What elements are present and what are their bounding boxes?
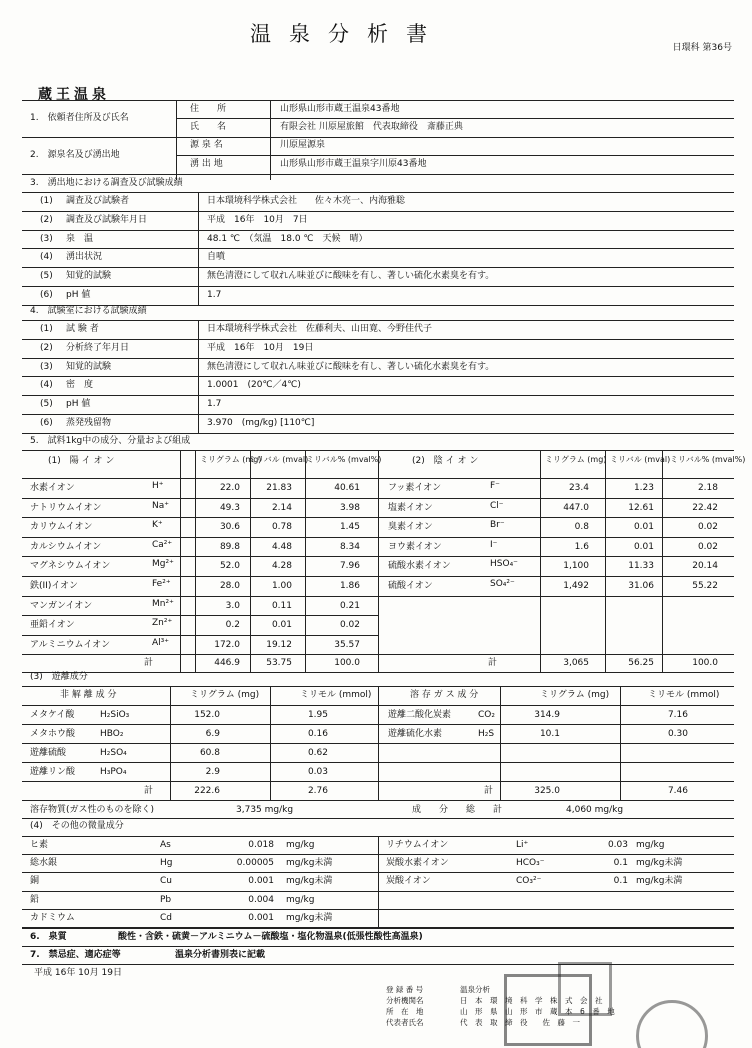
cation-name: 鉄(II)イオン	[30, 581, 79, 591]
anion-name: 臭素イオン	[388, 522, 433, 533]
trace-value: 0.03	[607, 840, 628, 850]
vrule	[195, 450, 196, 672]
anion-pct: 0.02	[697, 522, 718, 533]
s2-loc-key: 湧 出 地	[190, 159, 223, 169]
nondissociated-total-mg: 222.6	[194, 786, 220, 796]
cation-name: 亜鉛イオン	[30, 620, 75, 631]
nondissociated-symbol: H₂SO₄	[100, 748, 127, 758]
rule	[176, 155, 734, 156]
trace-symbol: Pb	[160, 894, 172, 905]
trace-name: 銅	[30, 876, 40, 887]
cation-mval: 0.78	[271, 522, 292, 533]
rule	[22, 537, 378, 538]
s3-label: 3. 湧出地における調査及び試験成績	[30, 178, 183, 188]
s4-row-key: 分析終了年月日	[66, 342, 130, 353]
anion-symbol: F⁻	[490, 481, 500, 491]
s3-row-value: 48.1 ℃ （気温 18.0 ℃ 天候 晴）	[207, 233, 368, 244]
s3-row-key: 調査及び試験者	[66, 196, 130, 206]
anion-pct: 20.14	[692, 561, 718, 572]
anion-name: 硫酸イオン	[388, 581, 433, 591]
gas-mg: 314.9	[534, 710, 560, 720]
anion-symbol: HSO₄⁻	[490, 559, 518, 570]
anion-symbol: Br⁻	[490, 520, 505, 531]
vrule	[378, 686, 379, 800]
rule	[378, 596, 734, 597]
vrule	[198, 320, 199, 433]
quality-value: 酸性・含鉄・硫黄－アルミニウム－硫酸塩・塩化物温泉(低張性酸性高温泉)	[118, 932, 423, 942]
trace-unit: mg/kg未満	[636, 876, 683, 887]
rule	[22, 100, 734, 101]
cation-symbol: Mg²⁺	[152, 559, 174, 570]
nondissociated-symbol: HBO₂	[100, 729, 124, 739]
anion-mg: 1,100	[563, 561, 589, 572]
nondissociated-mg: 6.9	[205, 729, 220, 739]
anion-total-pct: 100.0	[692, 658, 718, 669]
rule	[22, 433, 734, 434]
cation-name: マグネシウムイオン	[30, 561, 111, 572]
anion-title: (2) 陰 イ オ ン	[412, 456, 479, 466]
trace-name: 総水銀	[30, 858, 58, 869]
s3-row-key: 知覚的試験	[66, 271, 112, 282]
rule	[22, 358, 734, 359]
anion-mval: 12.61	[628, 502, 654, 513]
anion-total-mval: 56.25	[628, 658, 654, 669]
trace-name: 炭酸イオン	[386, 876, 431, 887]
cation-pct: 7.96	[339, 561, 360, 572]
s4-row-value: 無色清澄にして収れん味並びに酸味を有し、著しい硫化水素臭を有す。	[207, 361, 495, 372]
cation-name: 水素イオン	[30, 483, 75, 493]
s3-row-num: (6)	[40, 290, 53, 300]
cation-symbol: Fe²⁺	[152, 579, 171, 589]
nondissociated-symbol: H₃PO₄	[100, 767, 127, 777]
trace-symbol: Hg	[160, 858, 173, 869]
anion-name: ヨウ素イオン	[388, 541, 442, 552]
nd-col-mg: ミリグラム (mg)	[190, 690, 260, 700]
rule	[22, 635, 378, 636]
vrule	[540, 450, 541, 672]
dissolved-matter-value: 3,735 mg/kg	[236, 805, 294, 815]
cation-symbol: Zn²⁺	[152, 618, 173, 629]
s4-row-key: 試 験 者	[66, 324, 99, 334]
footer-label-3: 代表者氏名	[386, 1018, 424, 1027]
cation-pct: 1.86	[339, 581, 360, 591]
cation-pct: 3.98	[339, 502, 360, 513]
gas-name: 遊離二酸化炭素	[388, 710, 452, 720]
cation-col-pct: ミリバル% (mval%)	[306, 455, 382, 464]
rule	[22, 414, 734, 415]
cation-name: アルミニウムイオン	[30, 639, 111, 650]
s4-row-num: (6)	[40, 418, 53, 428]
anion-total-label: 計	[488, 658, 498, 669]
s1-addr-key: 住 所	[190, 104, 227, 114]
cation-mg: 22.0	[219, 483, 240, 493]
gas-mmol: 0.30	[667, 729, 688, 739]
cation-total-mg: 446.9	[214, 658, 240, 669]
vrule	[605, 450, 606, 672]
rule	[22, 576, 378, 577]
gas-title: 溶 存 ガ ス 成 分	[410, 690, 479, 700]
footer-label-2: 所 在 地	[386, 1007, 424, 1016]
cation-pct: 8.34	[339, 541, 360, 552]
gas-symbol: H₂S	[478, 729, 495, 739]
s6-label: (3) 遊離成分	[30, 672, 88, 682]
rule	[176, 118, 734, 119]
anion-col-pct: ミリバル% (mval%)	[670, 455, 746, 464]
cation-mg: 0.2	[225, 620, 240, 631]
cation-mval: 1.00	[271, 581, 292, 591]
anion-mval: 0.01	[633, 541, 654, 552]
cation-mval: 19.12	[266, 639, 292, 650]
trace-unit: mg/kg未満	[636, 858, 683, 869]
rule	[22, 192, 734, 193]
anion-name: 塩素イオン	[388, 502, 433, 513]
s3-row-num: (2)	[40, 214, 53, 225]
contra-value: 温泉分析書別表に記載	[175, 950, 266, 960]
trace-value: 0.001	[248, 876, 274, 887]
footer-label-1: 分析機関名	[386, 996, 424, 1005]
cation-pct: 1.45	[339, 522, 360, 533]
anion-mval: 0.01	[633, 522, 654, 533]
trace-value: 0.00005	[236, 858, 274, 869]
s1-label: 1. 依頼者住所及び氏名	[30, 113, 129, 123]
nondissociated-mmol: 0.16	[307, 729, 328, 739]
rule	[22, 556, 378, 557]
cation-col-mval: ミリバル (mval)	[248, 455, 309, 464]
nondissociated-mmol: 0.62	[307, 748, 328, 758]
s5-label: 5. 試料1kg中の成分、分量および組成	[30, 436, 191, 446]
cation-mg: 172.0	[214, 639, 240, 650]
trace-symbol: Li⁺	[516, 840, 529, 850]
anion-col-mg: ミリグラム (mg)	[545, 455, 607, 464]
s2-src-val: 川原屋源泉	[280, 140, 326, 150]
s4-row-key: 知覚的試験	[66, 361, 112, 372]
cation-mval: 0.11	[271, 600, 292, 611]
s3-row-key: 調査及び試験年月日	[66, 214, 148, 225]
nondissociated-name: メタケイ酸	[30, 710, 75, 720]
s7-label: (4) その他の微量成分	[30, 821, 124, 831]
rule	[378, 576, 734, 577]
cation-symbol: H⁺	[152, 481, 164, 491]
trace-unit: mg/kg未満	[286, 912, 333, 923]
s1-name-val: 有限会社 川原屋旅館 代表取締役 斎藤正典	[280, 122, 463, 132]
s4-row-key: pH 値	[66, 399, 91, 410]
trace-unit: mg/kg未満	[286, 858, 333, 869]
cation-symbol: Mn²⁺	[152, 598, 174, 609]
quality-label: 6. 泉質	[30, 932, 67, 942]
rule	[22, 672, 734, 673]
trace-symbol: CO₃²⁻	[516, 876, 542, 887]
anion-pct: 22.42	[692, 502, 718, 513]
rule	[378, 517, 734, 518]
cation-pct: 40.61	[334, 483, 360, 493]
vrule	[176, 100, 177, 180]
rule	[22, 339, 734, 340]
nondissociated-mg: 60.8	[199, 748, 220, 758]
rule	[22, 286, 734, 287]
anion-pct: 0.02	[697, 541, 718, 552]
cation-mg: 89.8	[219, 541, 240, 552]
trace-name: リチウムイオン	[386, 840, 449, 850]
anion-pct: 55.22	[692, 581, 718, 591]
rule	[22, 137, 734, 138]
s4-label: 4. 試験室における試験成績	[30, 306, 147, 316]
trace-name: 鉛	[30, 894, 40, 905]
rule	[22, 596, 378, 597]
rule	[378, 556, 734, 557]
rule	[22, 615, 378, 616]
trace-symbol: As	[160, 840, 171, 850]
cation-symbol: Ca²⁺	[152, 539, 173, 550]
trace-symbol: Cd	[160, 912, 172, 923]
gas-col-mg: ミリグラム (mg)	[540, 690, 610, 700]
cation-mg: 28.0	[219, 581, 240, 591]
trace-value: 0.1	[613, 858, 628, 869]
gas-total-mmol: 7.46	[667, 786, 688, 796]
rule	[22, 211, 734, 212]
s2-label: 2. 源泉名及び湧出地	[30, 150, 120, 160]
cation-mg: 3.0	[225, 600, 240, 611]
doc-title: 温泉分析書	[250, 22, 445, 46]
s4-row-value: 1.7	[207, 399, 222, 410]
anion-name: フッ素イオン	[388, 483, 442, 493]
rule	[22, 320, 734, 321]
rule	[22, 395, 734, 396]
trace-value: 0.1	[613, 876, 628, 887]
s3-row-num: (5)	[40, 271, 53, 282]
trace-value: 0.001	[248, 912, 274, 923]
vrule	[500, 686, 501, 800]
s3-row-value: 無色清澄にして収れん味並びに酸味を有し、著しい硫化水素臭を有す。	[207, 271, 495, 282]
vrule	[270, 686, 271, 800]
s3-row-num: (1)	[40, 196, 53, 206]
rule	[22, 818, 734, 819]
anion-mval: 11.33	[628, 561, 654, 572]
footer-label-0: 登 録 番 号	[386, 985, 424, 994]
nondissociated-title: 非 解 離 成 分	[60, 690, 117, 700]
cation-total-mval: 53.75	[266, 658, 292, 669]
vrule	[270, 100, 271, 180]
anion-name: 硫酸水素イオン	[388, 561, 451, 572]
anion-total-mg: 3,065	[563, 658, 589, 669]
gas-total-label: 計	[484, 786, 494, 796]
s3-row-num: (3)	[40, 233, 53, 244]
cation-total-label: 計	[144, 658, 154, 669]
footer-value-1: 日 本 環 境 科 学 株 式 会 社	[460, 996, 603, 1005]
s4-row-value: 3.970 (mg/kg) [110℃]	[207, 418, 315, 428]
trace-unit: mg/kg	[286, 894, 315, 905]
trace-unit: mg/kg	[286, 840, 315, 850]
gas-mmol: 7.16	[667, 710, 688, 720]
cation-pct: 35.57	[334, 639, 360, 650]
s4-row-value: 日本環境科学株式会社 佐藤利夫、山田寛、今野佳代子	[207, 324, 433, 334]
s4-row-value: 1.0001 (20℃／4℃)	[207, 380, 301, 391]
anion-mg: 1,492	[563, 581, 589, 591]
vrule	[170, 686, 171, 800]
gas-total-mg: 325.0	[534, 786, 560, 796]
s1-name-key: 氏 名	[190, 122, 227, 132]
rule	[22, 267, 734, 268]
cation-mg: 52.0	[219, 561, 240, 572]
trace-symbol: HCO₃⁻	[516, 858, 545, 869]
contra-label: 7. 禁忌症、適応症等	[30, 950, 121, 960]
gas-col-mmol: ミリモル (mmol)	[648, 690, 720, 700]
cation-col-mg: ミリグラム (mg)	[200, 455, 262, 464]
rule	[22, 946, 734, 947]
s4-row-key: 蒸発残留物	[66, 418, 112, 428]
trace-unit: mg/kg	[636, 840, 665, 850]
cation-name: ナトリウムイオン	[30, 502, 102, 513]
s3-row-value: 日本環境科学株式会社 佐々木亮一、内海雅聡	[207, 196, 406, 206]
s3-row-key: pH 値	[66, 290, 91, 300]
nondissociated-mg: 152.0	[194, 710, 220, 720]
s4-row-key: 密 度	[66, 380, 94, 391]
cation-title: (1) 陽 イ オ ン	[48, 456, 115, 466]
vrule	[620, 686, 621, 800]
cation-mval: 0.01	[271, 620, 292, 631]
rule	[22, 964, 734, 965]
cation-mval: 4.28	[271, 561, 292, 572]
nondissociated-name: 遊離リン酸	[30, 767, 76, 777]
s4-row-num: (5)	[40, 399, 53, 410]
cation-symbol: K⁺	[152, 520, 163, 531]
anion-mval: 31.06	[628, 581, 654, 591]
rule	[22, 498, 378, 499]
vrule	[378, 836, 379, 927]
issue-date: 平成 16年 10月 19日	[34, 968, 122, 978]
vrule	[250, 450, 251, 672]
cation-name: カルシウムイオン	[30, 541, 102, 552]
cation-name: マンガンイオン	[30, 600, 93, 611]
s3-row-key: 湧出状況	[66, 252, 103, 263]
anion-symbol: I⁻	[490, 539, 498, 550]
cation-mg: 30.6	[219, 522, 240, 533]
anion-symbol: Cl⁻	[490, 500, 504, 511]
s2-loc-val: 山形県山形市蔵王温泉字川原43番地	[280, 159, 427, 169]
footer-value-2: 山 形 県 山 形 市 蔵 本 6 番 地	[460, 1007, 615, 1016]
grand-total-label: 成 分 総 計	[412, 805, 503, 815]
cation-mval: 21.83	[266, 483, 292, 493]
doc-number: 日環科 第36号	[672, 43, 732, 53]
nd-col-mmol: ミリモル (mmol)	[300, 690, 372, 700]
trace-unit: mg/kg未満	[286, 876, 333, 887]
rule	[22, 517, 378, 518]
cation-mg: 49.3	[219, 502, 240, 513]
cation-name: カリウムイオン	[30, 522, 93, 533]
cation-symbol: Al³⁺	[152, 637, 170, 648]
rule	[378, 537, 734, 538]
anion-symbol: SO₄²⁻	[490, 579, 515, 589]
nondissociated-total-label: 計	[144, 786, 154, 796]
s4-row-num: (1)	[40, 324, 53, 334]
cation-symbol: Na⁺	[152, 500, 169, 511]
round-seal-stamp	[636, 1000, 708, 1048]
gas-name: 遊離硫化水素	[388, 729, 443, 739]
nondissociated-mmol: 1.95	[307, 710, 328, 720]
s4-row-value: 平成 16年 10月 19日	[207, 342, 314, 353]
rule	[22, 248, 734, 249]
trace-value: 0.018	[248, 840, 274, 850]
cation-total-pct: 100.0	[334, 658, 360, 669]
trace-symbol: Cu	[160, 876, 172, 887]
nondissociated-name: メタホウ酸	[30, 729, 76, 739]
vrule	[378, 450, 379, 672]
anion-col-mval: ミリバル (mval)	[610, 455, 671, 464]
nondissociated-mg: 2.9	[205, 767, 220, 777]
vrule	[180, 450, 181, 672]
dissolved-matter-label: 溶存物質(ガス性のものを除く)	[30, 805, 155, 815]
trace-value: 0.004	[248, 894, 274, 905]
s4-row-num: (2)	[40, 342, 53, 353]
rule	[378, 498, 734, 499]
rule	[22, 928, 734, 929]
trace-name: 炭酸水素イオン	[386, 858, 449, 869]
rule	[22, 230, 734, 231]
trace-name: カドミウム	[30, 912, 75, 923]
cation-mval: 4.48	[271, 541, 292, 552]
footer-value-0: 温泉分析	[460, 985, 490, 994]
vrule	[198, 192, 199, 305]
anion-mg: 23.4	[568, 483, 589, 493]
anion-mval: 1.23	[633, 483, 654, 493]
rule	[22, 174, 734, 175]
nondissociated-mmol: 0.03	[307, 767, 328, 777]
vrule	[305, 450, 306, 672]
nondissociated-total-mmol: 2.76	[307, 786, 328, 796]
anion-pct: 2.18	[697, 483, 718, 493]
gas-symbol: CO₂	[478, 710, 495, 720]
rule	[22, 800, 734, 801]
cation-pct: 0.21	[339, 600, 360, 611]
square-seal-stamp	[558, 962, 612, 1016]
trace-name: ヒ素	[30, 840, 49, 850]
cation-pct: 0.02	[339, 620, 360, 631]
footer-value-3: 代 表 取 締 役 佐 藤 一	[460, 1018, 580, 1027]
nondissociated-name: 遊離硫酸	[30, 748, 67, 758]
s3-row-num: (4)	[40, 252, 53, 263]
grand-total-value: 4,060 mg/kg	[566, 805, 624, 815]
vrule	[662, 450, 663, 672]
s4-row-num: (3)	[40, 361, 53, 372]
s1-addr-val: 山形県山形市蔵王温泉43番地	[280, 104, 400, 114]
s2-src-key: 源 泉 名	[190, 140, 223, 150]
s4-row-num: (4)	[40, 380, 53, 391]
spring-name: 蔵王温泉	[38, 87, 110, 103]
s3-row-value: 平成 16年 10月 7日	[207, 214, 308, 225]
anion-mg: 0.8	[574, 522, 589, 533]
s3-row-value: 1.7	[207, 290, 222, 300]
nondissociated-symbol: H₂SiO₃	[100, 710, 130, 720]
cation-mval: 2.14	[271, 502, 292, 513]
s3-row-key: 泉 温	[66, 233, 94, 244]
anion-mg: 447.0	[563, 502, 589, 513]
gas-mg: 10.1	[539, 729, 560, 739]
s3-row-value: 自噴	[207, 252, 226, 263]
anion-mg: 1.6	[574, 541, 589, 552]
rule	[22, 376, 734, 377]
